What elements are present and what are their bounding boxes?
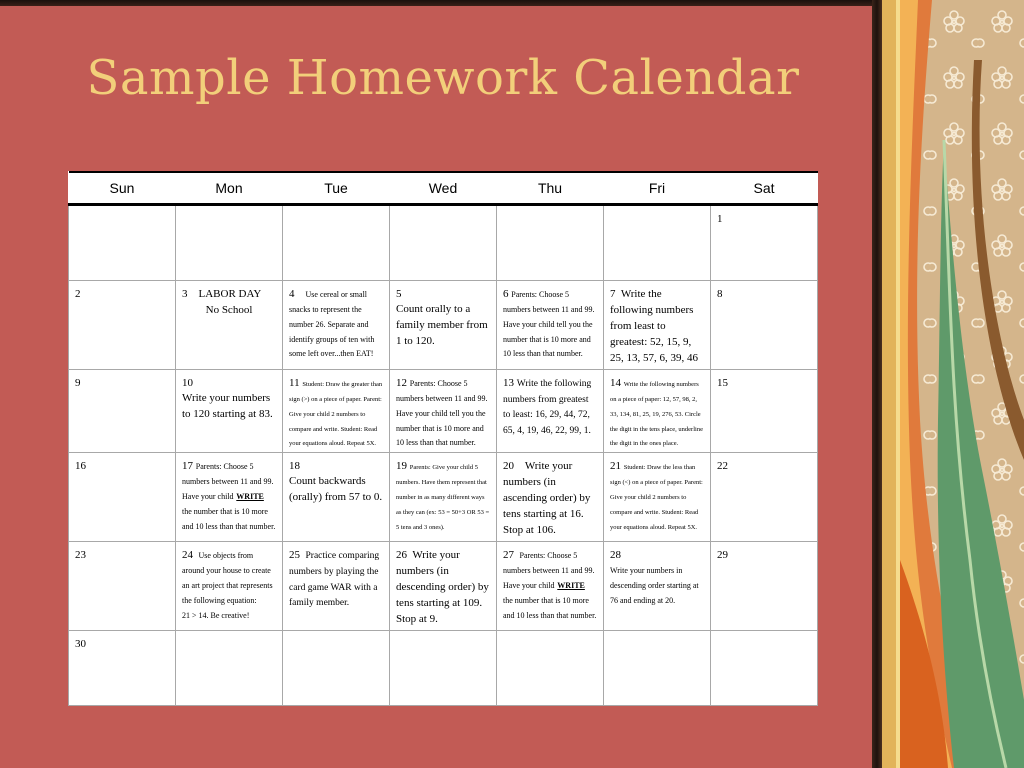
day-number: 2 — [75, 288, 81, 300]
day-cell-27 — [497, 542, 604, 631]
day-cell-empty — [497, 631, 604, 706]
homework-text-cont: the number that is 10 more and 10 less than that number. — [503, 595, 597, 620]
homework-text: Parents: Choose 5 numbers between 11 and 99. Have your child — [503, 551, 595, 590]
day-cell-1 — [711, 205, 818, 281]
homework-text: Count backwards (orally) from 57 to 0. — [289, 475, 383, 503]
day-number: 11 — [289, 377, 300, 389]
day-number: 8 — [717, 288, 723, 300]
panel-divider — [872, 0, 882, 768]
day-cell-7 — [604, 281, 711, 370]
day-number: 6 — [503, 288, 509, 300]
day-cell-empty — [711, 631, 818, 706]
day-cell-15 — [711, 370, 818, 453]
day-cell-28 — [604, 542, 711, 631]
day-cell-11 — [283, 370, 390, 453]
homework-text: Write the following numbers from greatest to least: 16, 29, 44, 72, 65, 4, 19, 46, 22, 99, 1. — [503, 379, 592, 437]
day-number: 3 — [182, 288, 188, 300]
day-cell-2 — [69, 281, 176, 370]
day-cell-14 — [604, 370, 711, 453]
day-cell-13 — [497, 370, 604, 453]
homework-text: Write your numbers (in descending order) by tens starting at 109. Stop at 9. — [396, 549, 489, 625]
homework-calendar-table — [68, 171, 818, 706]
day-cell-6 — [497, 281, 604, 370]
homework-text: Parents: Choose 5 numbers between 11 and 99. Have your child tell you the number that is 10 more and 10 less than that number. — [396, 379, 488, 448]
homework-text: Write the following numbers from least to greatest: 52, 15, 9, 25, 13, 57, 6, 39, 46 — [610, 288, 698, 364]
page-title: Sample Homework Calendar — [86, 50, 800, 106]
day-number: 4 — [289, 288, 295, 300]
day-cell-23 — [69, 542, 176, 631]
day-cell-empty — [283, 205, 390, 281]
homework-text: Write the following numbers on a piece of paper: 12, 57, 98, 2, 33, 134, 81, 25, 19, 276, 53. Circle the digit in the tens place, underline the digit in the ones place. — [610, 381, 703, 448]
homework-text: Write your numbers to 120 starting at 83. — [182, 391, 273, 420]
header-sun: Sun — [69, 172, 176, 205]
homework-emphasis: WRITE — [236, 491, 264, 501]
day-cell-5 — [390, 281, 497, 370]
day-number: 30 — [75, 638, 86, 651]
week-row-1 — [69, 205, 818, 281]
day-number: 9 — [75, 377, 81, 389]
day-cell-empty — [176, 631, 283, 706]
day-cell-30 — [69, 631, 176, 706]
day-number: 22 — [717, 460, 728, 473]
day-number: 16 — [75, 460, 86, 473]
header-tue: Tue — [283, 172, 390, 205]
day-cell-8 — [711, 281, 818, 370]
day-cell-empty — [390, 631, 497, 706]
day-cell-3 — [176, 281, 283, 370]
day-cell-22 — [711, 453, 818, 542]
week-row-5 — [69, 542, 818, 631]
day-number: 28 — [610, 549, 621, 562]
week-row-3 — [69, 370, 818, 453]
homework-text: Use objects from around your house to create an art project that represents the following equation: — [182, 551, 273, 605]
homework-equation: 21 > 14. Be creative! — [182, 610, 250, 620]
day-cell-empty — [283, 631, 390, 706]
day-cell-9 — [69, 370, 176, 453]
day-cell-4 — [283, 281, 390, 370]
day-cell-21 — [604, 453, 711, 542]
day-cell-empty — [497, 205, 604, 281]
floral-pattern-graphic — [882, 0, 1024, 768]
homework-text: Student: Draw the greater than sign (>) on a piece of paper. Parent: Give your child 2 numbers to compare and write. Student: Read your equations aloud. Repeat 5X. — [289, 381, 383, 448]
day-cell-24 — [176, 542, 283, 631]
header-fri: Fri — [604, 172, 711, 205]
homework-text: Write your numbers in descending order starting at 76 and ending at 20. — [610, 566, 699, 605]
day-number: 18 — [289, 460, 300, 473]
day-cell-18 — [283, 453, 390, 542]
homework-text: Parents: Choose 5 numbers between 11 and 99. Have your child — [182, 462, 274, 501]
day-number: 7 — [610, 288, 616, 300]
day-cell-29 — [711, 542, 818, 631]
day-number: 25 — [289, 549, 300, 562]
day-number: 24 — [182, 549, 193, 562]
header-wed: Wed — [390, 172, 497, 205]
header-mon: Mon — [176, 172, 283, 205]
homework-emphasis: WRITE — [557, 580, 585, 590]
day-cell-empty — [604, 205, 711, 281]
day-number: 20 — [503, 460, 514, 473]
weekday-header-row — [69, 172, 818, 205]
day-cell-empty — [69, 205, 176, 281]
day-number: 19 — [396, 460, 407, 473]
day-number: 13 — [503, 377, 514, 389]
day-cell-10 — [176, 370, 283, 453]
day-number: 26 — [396, 549, 407, 562]
decorative-border — [882, 0, 1024, 768]
day-number: 10 — [182, 377, 193, 389]
day-number: 23 — [75, 549, 86, 562]
day-number: 29 — [717, 549, 728, 562]
day-number: 1 — [717, 213, 723, 225]
day-number: 27 — [503, 549, 514, 562]
homework-text: Parents: Give your child 5 numbers. Have them represent that number in as many different ways as they can (ex: 53 = 50+3 OR 53 = 5 tens and 3 ones). — [396, 464, 490, 531]
homework-text: Use cereal or small snacks to represent the number 26. Separate and identify groups of ten with some left over...then EAT! — [289, 290, 375, 359]
day-number: 17 — [182, 460, 193, 473]
day-number: 21 — [610, 460, 621, 473]
day-cell-12 — [390, 370, 497, 453]
day-cell-20 — [497, 453, 604, 542]
week-row-6 — [69, 631, 818, 706]
homework-text: Practice comparing numbers by playing the card game WAR with a family member. — [289, 551, 380, 609]
homework-text: Parents: Choose 5 numbers between 11 and 99. Have your child tell you the number that is 10 more and 10 less than that number. — [503, 290, 595, 359]
holiday-note: No School — [205, 303, 253, 316]
week-row-2 — [69, 281, 818, 370]
day-cell-16 — [69, 453, 176, 542]
day-cell-26 — [390, 542, 497, 631]
day-number: 5 — [396, 288, 402, 300]
day-cell-empty — [176, 205, 283, 281]
day-number: 14 — [610, 377, 621, 389]
header-sat: Sat — [711, 172, 818, 205]
homework-text: Write your numbers (in ascending order) by tens starting at 16. Stop at 106. — [503, 460, 591, 536]
day-cell-17 — [176, 453, 283, 542]
homework-text: Student: Draw the less than sign (<) on a piece of paper. Parent: Give your child 2 numbers to compare and write. Student: Read your equations aloud. Repeat 5X. — [610, 464, 703, 531]
day-cell-empty — [390, 205, 497, 281]
day-number: 12 — [396, 377, 407, 389]
day-cell-empty — [604, 631, 711, 706]
homework-text-cont: the number that is 10 more and 10 less than that number. — [182, 506, 276, 531]
day-number: 15 — [717, 377, 728, 389]
header-thu: Thu — [497, 172, 604, 205]
day-cell-25 — [283, 542, 390, 631]
homework-text: Count orally to a family member from 1 to 120. — [396, 302, 488, 347]
day-cell-19 — [390, 453, 497, 542]
holiday-label: LABOR DAY — [198, 288, 262, 300]
week-row-4 — [69, 453, 818, 542]
